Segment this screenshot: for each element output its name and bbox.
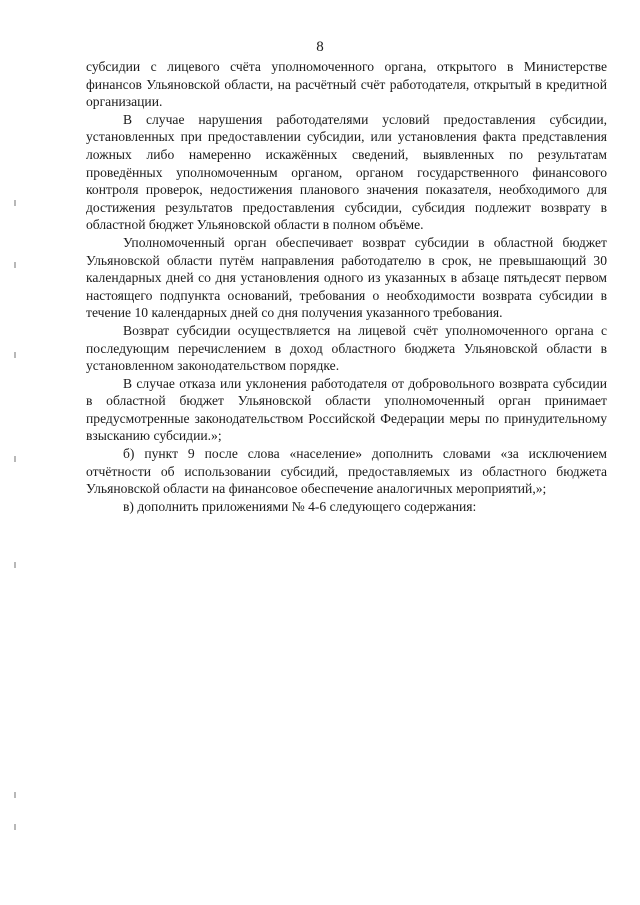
paragraph-refusal: В случае отказа или уклонения работодателя от добровольного возврата субсидии в областной бюджет Ульяновской области уполномоченный орган принимает предусмотренные законодательством Российской Федерации меры по принудительному взысканию субсидии.»; (86, 375, 607, 444)
scan-margin-mark (14, 562, 16, 568)
scan-margin-mark (14, 456, 16, 462)
page-number: 8 (316, 39, 324, 55)
paragraph-violation-return: В случае нарушения работодателями условий предоставления субсидии, установленных при предоставлении субсидии, или установления факта представления ложных либо намеренно искажённых сведений, выявленных по результатам проведённых уполномоченным органом, органом государственного финансового контроля проверок, недостижения планового значения показателя, необходимого для достижения результатов предоставления субсидии, субсидия подлежит возврату в областной бюджет Ульяновской области в полном объёме. (86, 111, 607, 233)
scan-margin-mark (14, 792, 16, 798)
scan-margin-mark (14, 352, 16, 358)
paragraph-item-v: в) дополнить приложениями № 4-6 следующего содержания: (123, 498, 477, 514)
scan-margin-mark (14, 200, 16, 206)
paragraph-return-account: Возврат субсидии осуществляется на лицевой счёт уполномоченного органа с последующим перечислением в доход областного бюджета Ульяновской области в установленном законодательством порядке. (86, 322, 607, 374)
paragraph-return-procedure: Уполномоченный орган обеспечивает возврат субсидии в областной бюджет Ульяновской области путём направления работодателю в срок, не превышающий 30 календарных дней со дня установления одного из указанных в абзаце пятьдесят первом настоящего подпункта оснований, требования о необходимости возврата субсидии в течение 10 календарных дней со дня получения указанного требования. (86, 234, 607, 321)
document-body (86, 58, 607, 515)
paragraph-continuation: субсидии с лицевого счёта уполномоченного органа, открытого в Министерстве финансов Ульяновской области, на расчётный счёт работодателя, открытый в кредитной организации. (86, 59, 607, 110)
scan-margin-mark (14, 824, 16, 830)
paragraph-item-b: б) пункт 9 после слова «население» дополнить словами «за исключением отчётности об использовании субсидий, предоставляемых из областного бюджета Ульяновской области на финансовое обеспечение аналогичных мероприятий,»; (86, 446, 607, 497)
scan-margin-mark (14, 262, 16, 268)
